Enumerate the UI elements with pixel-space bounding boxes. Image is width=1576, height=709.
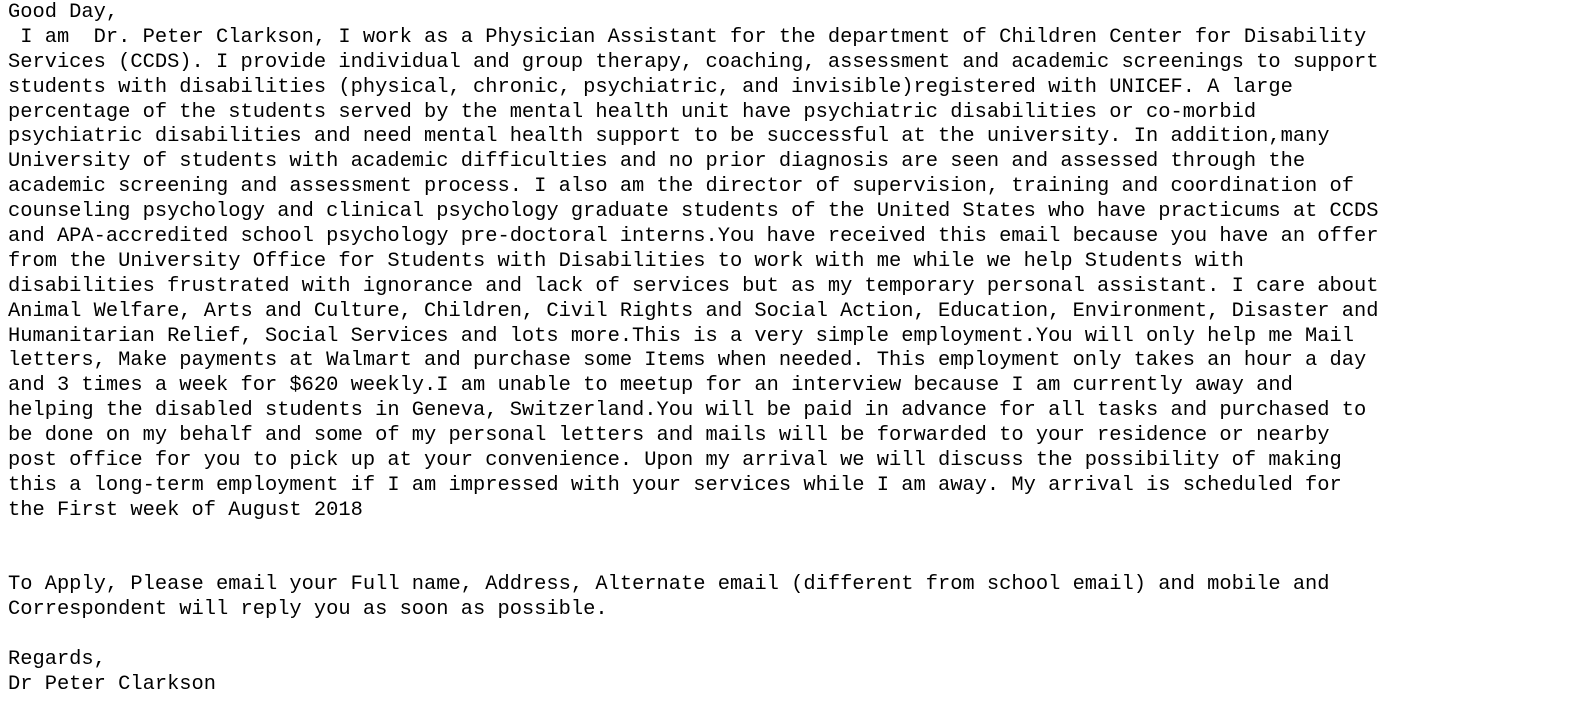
body-line: disabilities frustrated with ignorance and lack of services but as my temporary personal assistant. I care about	[8, 274, 1379, 298]
body-line: be done on my behalf and some of my personal letters and mails will be forwarded to your residence or nearby	[8, 424, 1330, 448]
email-body	[8, 1, 1574, 698]
body-line: and APA-accredited school psychology pre-doctoral interns.You have received this email because you have an offer	[8, 225, 1379, 249]
body-line: Humanitarian Relief, Social Services and lots more.This is a very simple employment.You will only help me Mail	[8, 324, 1355, 348]
body-line: the First week of August 2018	[8, 498, 363, 522]
body-line: letters, Make payments at Walmart and purchase some Items when needed. This employment only takes an hour a day	[8, 349, 1367, 373]
body-line: this a long-term employment if I am impressed with your services while I am away. My arrival is scheduled for	[8, 473, 1342, 497]
apply-line: To Apply, Please email your Full name, Address, Alternate email (different from school email) and mobile and	[8, 573, 1330, 597]
body-line: post office for you to pick up at your convenience. Upon my arrival we will discuss the possibility of making	[8, 449, 1342, 473]
body-line: Animal Welfare, Arts and Culture, Children, Civil Rights and Social Action, Education, Environment, Disaster and	[8, 299, 1379, 323]
body-line: percentage of the students served by the mental health unit have psychiatric disabilities or co-morbid	[8, 100, 1257, 124]
signature: Dr Peter Clarkson	[8, 673, 217, 697]
blank-line	[8, 623, 1574, 648]
blank-line	[8, 549, 1574, 574]
blank-line	[8, 524, 1574, 549]
closing: Regards,	[8, 648, 106, 672]
body-line: psychiatric disabilities and need mental health support to be successful at the university. In addition,many	[8, 125, 1330, 149]
body-line: I am Dr. Peter Clarkson, I work as a Physician Assistant for the department of Children Center for Disability	[8, 25, 1367, 49]
main-paragraph	[8, 26, 1574, 524]
body-line: University of students with academic difficulties and no prior diagnosis are seen and assessed through the	[8, 150, 1306, 174]
body-line: academic screening and assessment process. I also am the director of supervision, training and coordination of	[8, 175, 1355, 199]
greeting: Good Day,	[8, 1, 119, 24]
body-line: Services (CCDS). I provide individual and group therapy, coaching, assessment and academic screenings to support	[8, 50, 1379, 74]
body-line: and 3 times a week for $620 weekly.I am unable to meetup for an interview because I am currently away and	[8, 374, 1293, 398]
body-line: counseling psychology and clinical psychology graduate students of the United States who have practicums at CCDS	[8, 200, 1379, 224]
body-line: from the University Office for Students with Disabilities to work with me while we help Students with	[8, 249, 1244, 273]
apply-line: Correspondent will reply you as soon as possible.	[8, 598, 608, 622]
body-line: students with disabilities (physical, chronic, psychiatric, and invisible)registered with UNICEF. A large	[8, 75, 1293, 99]
body-line: helping the disabled students in Geneva, Switzerland.You will be paid in advance for all tasks and purchased to	[8, 399, 1367, 423]
apply-paragraph	[8, 573, 1574, 623]
